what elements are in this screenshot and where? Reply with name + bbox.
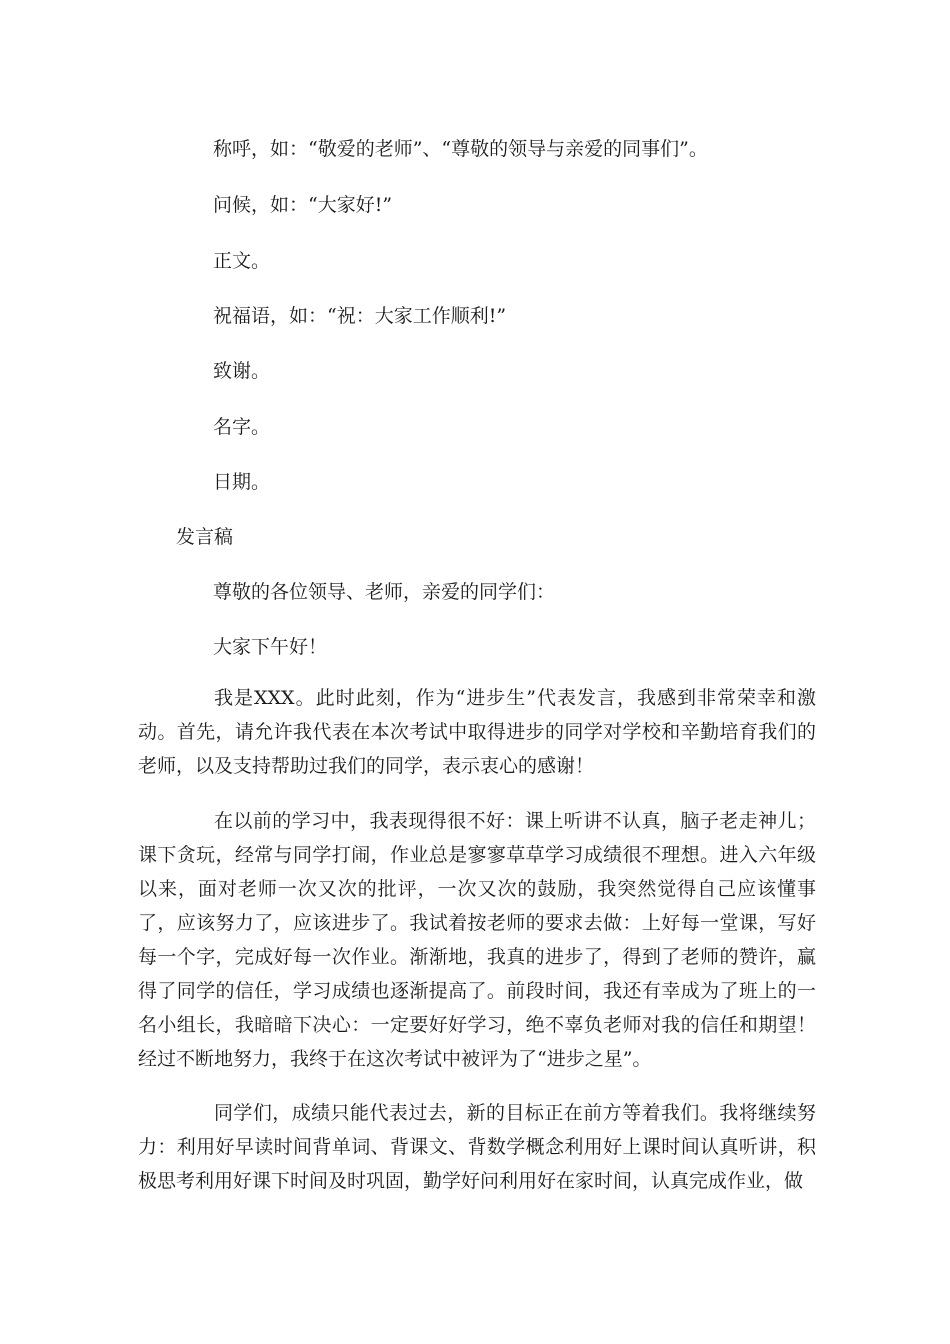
format-item-salutation: 称呼，如：“敬爱的老师”、“尊敬的领导与亲爱的同事们”。	[213, 138, 708, 160]
speech-salutation: 尊敬的各位领导、老师，亲爱的同学们：	[213, 581, 556, 603]
format-item-blessing: 祝福语，如：“祝：大家工作顺利!”	[213, 305, 507, 327]
format-item-name: 名字。	[213, 416, 271, 438]
speech-paragraph-intro: 我是XXX。此时此刻，作为“进步生”代表发言，我感到非常荣幸和激动。首先，请允许我代表在本次考试中取得进步的同学对学校和辛勤培育我们的老师，以及支持帮助过我们的同学，表示衷心的感谢！	[138, 687, 816, 777]
speech-paragraph-goals: 同学们，成绩只能代表过去，新的目标正在前方等着我们。我将继续努力：利用好早读时间背单词、背课文、背数学概念利用好上课时间认真听讲，积极思考利用好课下时间及时巩固，勤学好问利用好在家时间，认真完成作业，做	[138, 1102, 816, 1192]
format-item-date: 日期。	[213, 471, 271, 493]
speech-greeting: 大家下午好！	[213, 636, 328, 658]
format-item-thanks: 致谢。	[213, 360, 271, 382]
speech-heading: 发言稿	[176, 526, 234, 548]
format-item-greeting: 问候，如：“大家好!”	[213, 194, 393, 216]
speech-paragraph-progress: 在以前的学习中，我表现得很不好：课上听讲不认真，脑子老走神儿；课下贪玩，经常与同学打闹，作业总是寥寥草草学习成绩很不理想。进入六年级以来，面对老师一次又次的批评，一次又次的鼓励，我突然觉得自己应该懂事了，应该努力了，应该进步了。我试着按老师的要求去做：上好每一堂课，写好每一个字，完成好每一次作业。渐渐地，我真的进步了，得到了老师的赞许，赢得了同学的信任，学习成绩也逐渐提高了。前段时间，我还有幸成为了班上的一名小组长，我暗暗下决心：一定要好好学习，绝不辜负老师对我的信任和期望！经过不断地努力，我终于在这次考试中被评为了“进步之星”。	[138, 810, 816, 1070]
format-item-body: 正文。	[213, 250, 271, 272]
